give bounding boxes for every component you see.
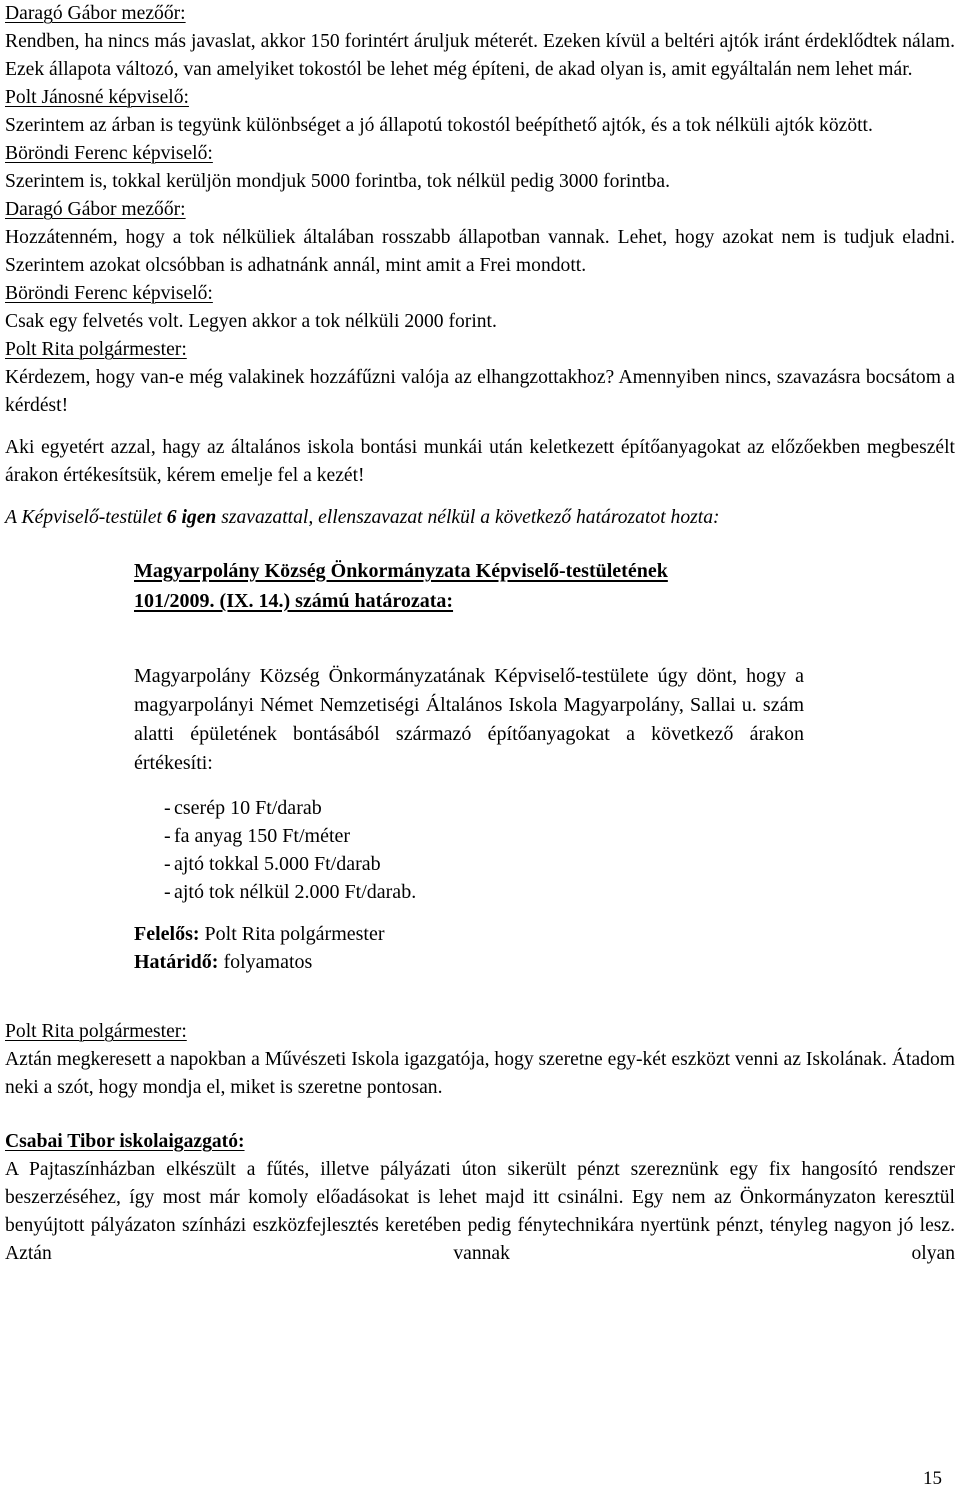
dialogue-block	[5, 1018, 955, 1102]
responsible-line: Felelős: Polt Rita polgármester	[134, 923, 385, 945]
speech-text: Kérdezem, hogy van-e még valakinek hozzáfűzni valója az elhangzottakhoz? Amennyiben nincs, szavazásra bocsátom a kérdést!	[5, 367, 955, 416]
list-item: - cserép 10 Ft/darab	[164, 797, 322, 819]
speaker-name: Polt Rita polgármester:	[5, 339, 187, 360]
dialogue-block	[5, 336, 955, 420]
document-page	[5, 0, 955, 1268]
dialogue-block	[5, 140, 955, 196]
resolution-body: Magyarpolány Község Önkormányzatának Képviselő-testülete úgy dönt, hogy a magyarpolányi Német Nemzetiségi Általános Iskola Magyarpolány, Sallai u. szám alatti épületének bontásából származó építőanyagokat a következő árakon értékesíti:	[134, 665, 804, 774]
speaker-name: Daragó Gábor mezőőr:	[5, 199, 186, 220]
resolution-title: Magyarpolány Község Önkormányzata Képviselő-testületének	[134, 560, 668, 582]
speech-text: A Pajtaszínházban elkészült a fűtés, illetve pályázati úton sikerült pénzt szereznünk egy fix hangosító rendszer beszerzéséhez, így most már komoly előadásokat is lehet majd itt csinálni. Egy nem az Önkormányzaton keresztül benyújtott pályázaton színházi eszközfejlesztés keretében pedig fénytechnikára nyertünk pénzt, tényleg nagyon jó lesz. Aztán vannak olyan	[5, 1159, 955, 1264]
list-item: - fa anyag 150 Ft/méter	[164, 825, 351, 847]
list-item: - ajtó tok nélkül 2.000 Ft/darab.	[164, 881, 417, 903]
speech-text: Szerintem az árban is tegyünk különbséget a jó állapotú tokostól beépíthető ajtók, és a tok nélküli ajtók között.	[5, 115, 873, 136]
dialogue-block	[5, 280, 955, 336]
list-item: - ajtó tokkal 5.000 Ft/darab	[164, 853, 381, 875]
page-number: 15	[923, 1468, 942, 1489]
speaker-name: Böröndi Ferenc képviselő:	[5, 283, 213, 304]
dialogue-block	[5, 84, 955, 140]
resolution-number: 101/2009. (IX. 14.) számú határozata:	[134, 590, 454, 612]
resolution	[134, 556, 804, 976]
speech-text: Hozzátenném, hogy a tok nélküliek általában rosszabb állapotban vannak. Lehet, hogy azokat nem is tudjuk eladni. Szerintem azokat olcsóbban is adhatnánk annál, mint amit a Frei mondott.	[5, 227, 955, 276]
vote-result: A Képviselő-testület 6 igen szavazattal, ellenszavazat nélkül a következő határozatot hozta:	[5, 507, 720, 528]
speech-text: Rendben, ha nincs más javaslat, akkor 150 forintért áruljuk méterét. Ezeken kívül a beltéri ajtók iránt érdeklődtek nálam. Ezek állapota változó, van amelyiket tokostól be lehet még építeni, de akad olyan is, amit egyáltalán nem lehet már.	[5, 31, 955, 80]
speaker-name: Csabai Tibor iskolaigazgató:	[5, 1131, 245, 1152]
vote-count: 6 igen	[166, 507, 217, 528]
deadline-line: Határidő: folyamatos	[134, 951, 313, 973]
dialogue-block	[5, 196, 955, 280]
speaker-name: Polt Rita polgármester:	[5, 1021, 187, 1042]
speech-text: Csak egy felvetés volt. Legyen akkor a tok nélküli 2000 forint.	[5, 311, 497, 332]
speaker-name: Daragó Gábor mezőőr:	[5, 3, 186, 24]
speech-text: Szerintem is, tokkal kerüljön mondjuk 5000 forintba, tok nélkül pedig 3000 forintba.	[5, 171, 670, 192]
speaker-name: Polt Jánosné képviselő:	[5, 87, 189, 108]
speech-text: Aztán megkeresett a napokban a Művészeti Iskola igazgatója, hogy szeretne egy-két eszközt venni az Iskolának. Átadom neki a szót, hogy mondja el, miket is szeretne pontosan.	[5, 1049, 955, 1098]
speaker-name: Böröndi Ferenc képviselő:	[5, 143, 213, 164]
dialogue-block	[5, 1128, 955, 1268]
vote-call: Aki egyetért azzal, hagy az általános iskola bontási munkái után keletkezett építőanyagokat az előzőekben megbeszélt árakon értékesítsük, kérem emelje fel a kezét!	[5, 437, 955, 486]
price-list	[134, 794, 804, 906]
dialogue-block	[5, 0, 955, 84]
